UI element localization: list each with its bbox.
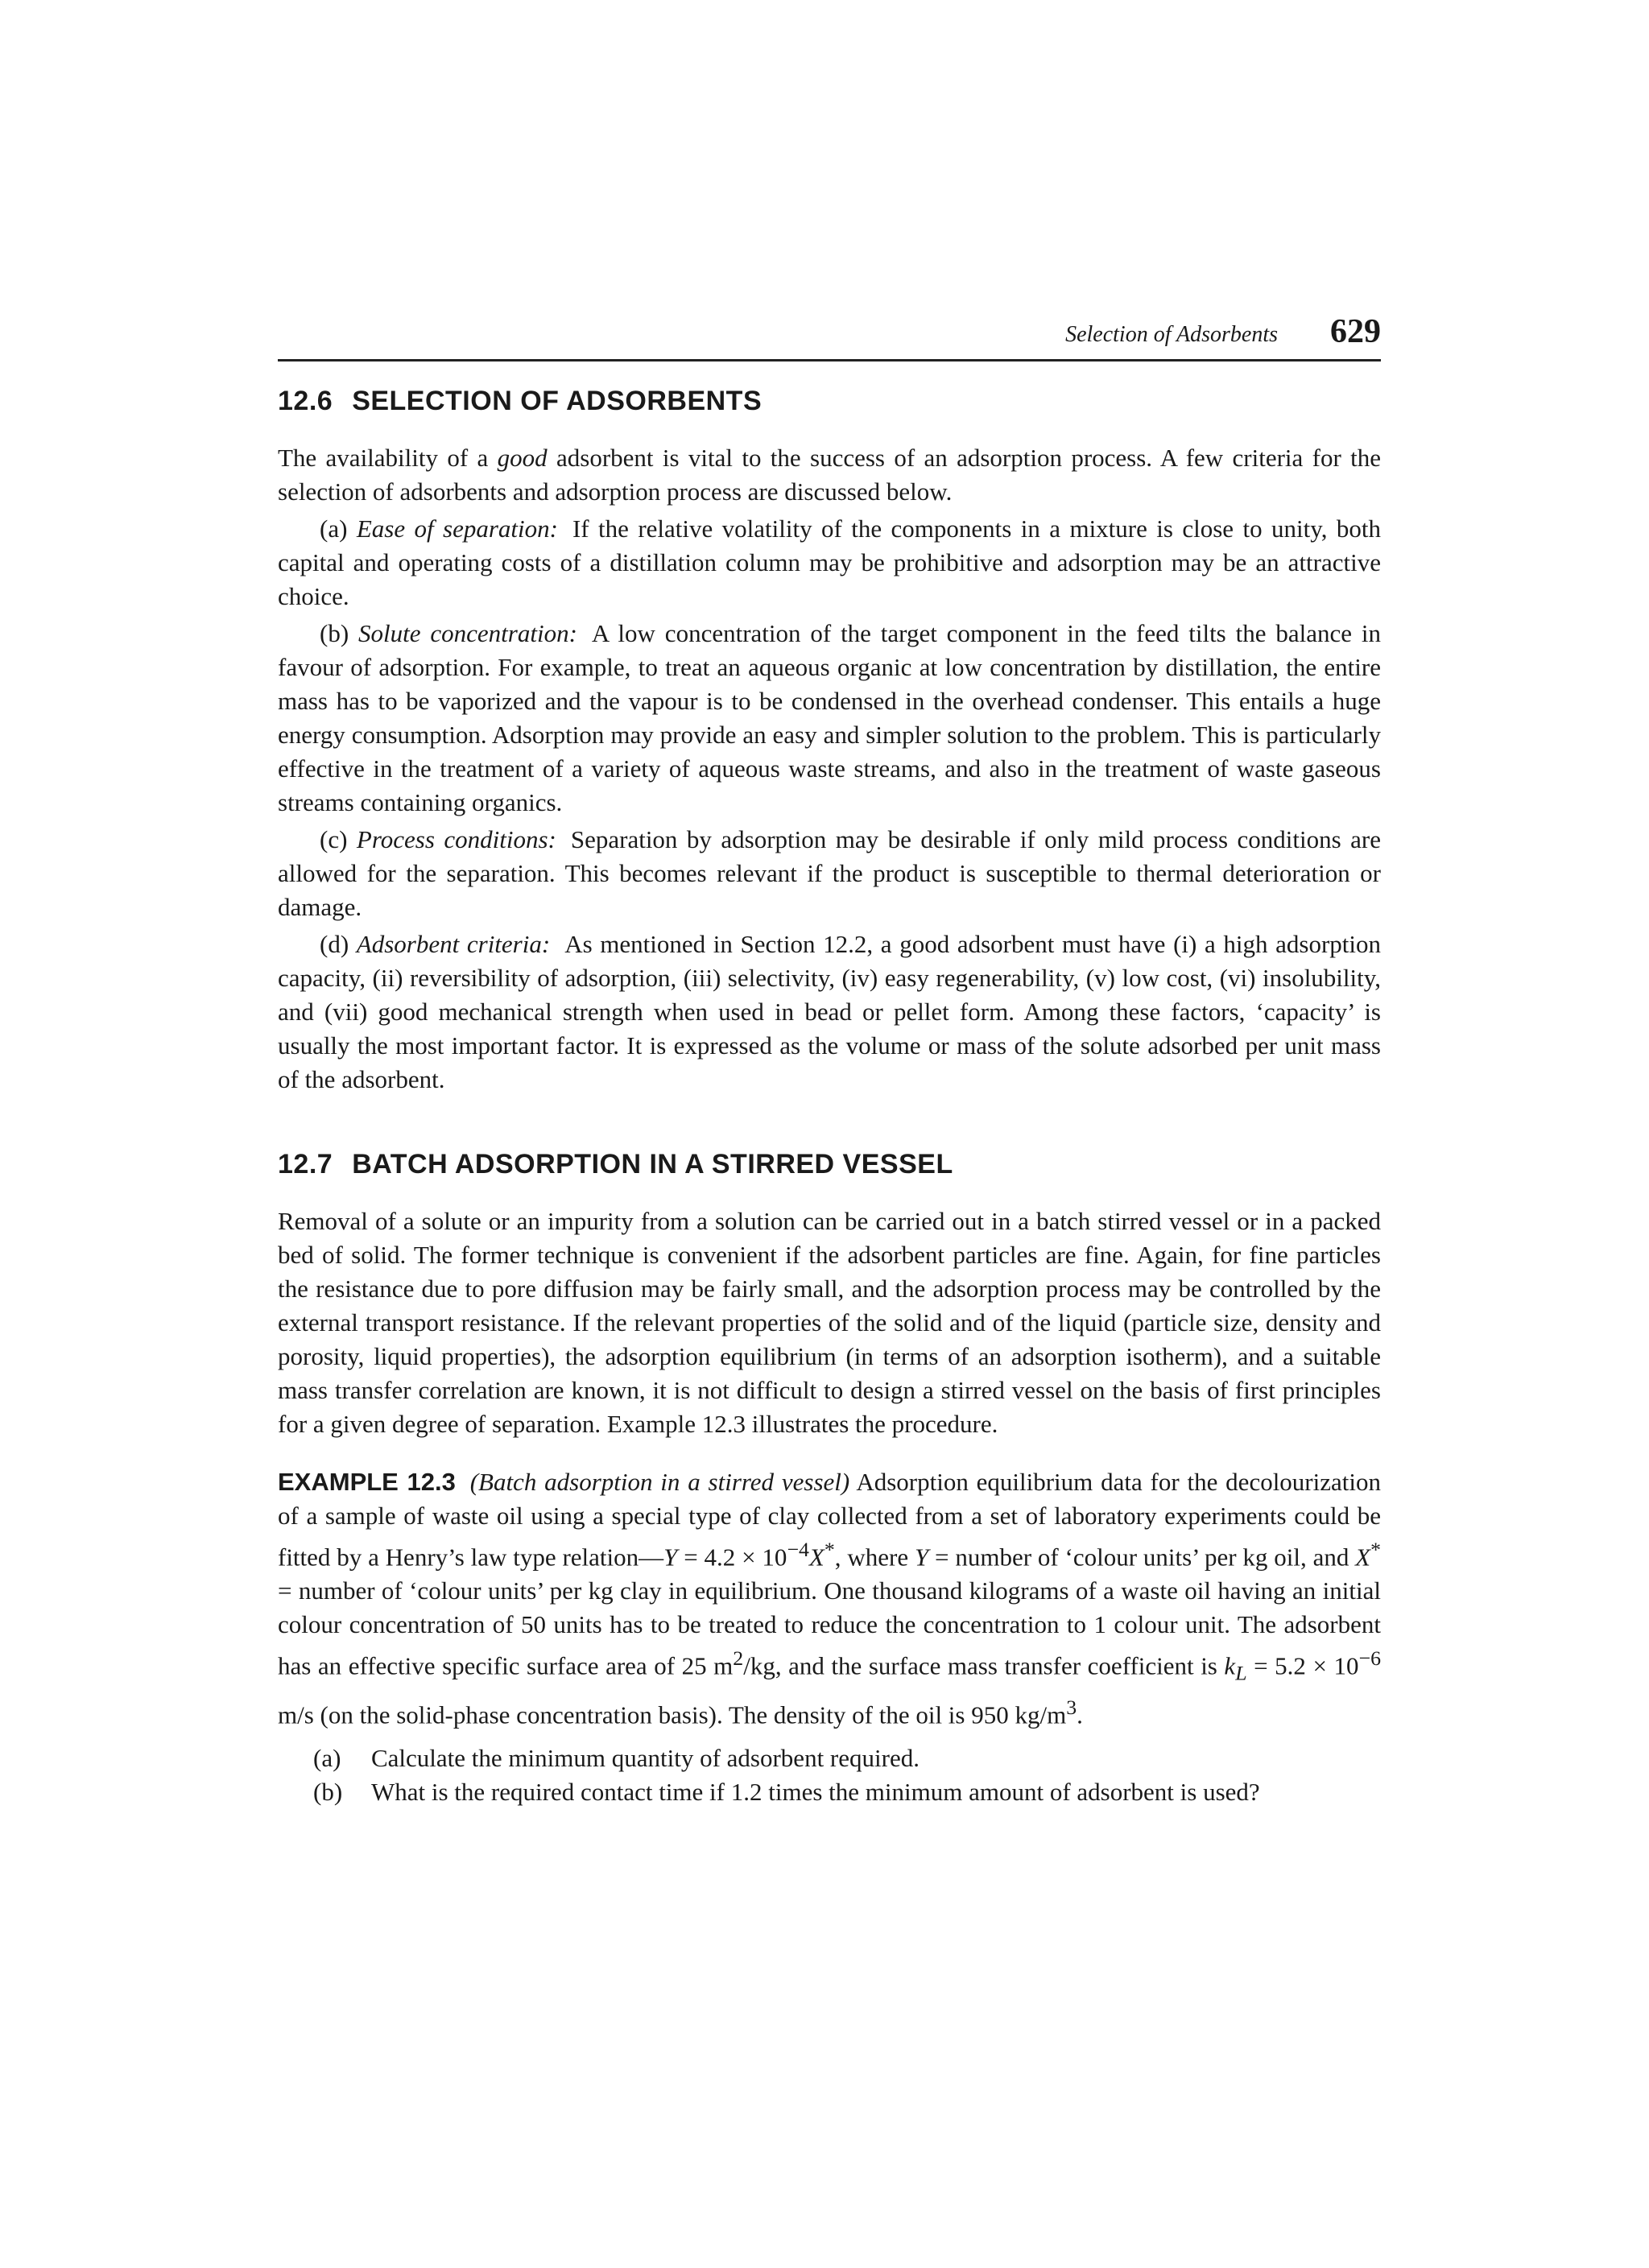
criterion-paragraph-a bbox=[278, 512, 1381, 613]
section-number: 12.6 bbox=[278, 386, 333, 416]
question-label: (a) bbox=[313, 1744, 341, 1773]
section-title: SELECTION OF ADSORBENTS bbox=[352, 386, 763, 416]
section-number: 12.7 bbox=[278, 1149, 333, 1179]
section-intro-paragraph: The availability of a good adsorbent is vital to the success of an adsorption process. A few criteria for the selection of adsorbents and adsorption process are discussed below. bbox=[278, 444, 1382, 506]
running-title: Selection of Adsorbents bbox=[1065, 322, 1278, 347]
page-content bbox=[278, 383, 1381, 1809]
criterion-label: (c) bbox=[320, 825, 348, 853]
criterion-title: Solute concentration: bbox=[358, 619, 577, 647]
section-paragraph: Removal of a solute or an impurity from a solution can be carried out in a batch stirred vessel or in a packed bed of solid. The former technique is convenient if the adsorbent particles are fine. Again, for fine particles the resistance due to pore diffusion may be fairly small, and the adsorption process may be controlled by the external transport resistance. If the relevant properties of the solid and of the liquid (particle size, density and porosity, liquid properties), the adsorption equilibrium (in terms of an adsorption isotherm), and a suitable mass transfer correlation are known, it is not difficult to design a stirred vessel on the basis of first principles for a given degree of separation. Example 12.3 illustrates the procedure. bbox=[278, 1207, 1381, 1438]
example-title: (Batch adsorption in a stirred vessel) bbox=[469, 1468, 850, 1496]
question-item bbox=[313, 1775, 1381, 1809]
emphasis-good: good bbox=[497, 444, 548, 472]
question-text: Calculate the minimum quantity of adsorbent required. bbox=[371, 1744, 920, 1773]
example-12-3: EXAMPLE 12.3 (Batch adsorption in a stirred vessel) Adsorption equilibrium data for the decolourization of a sample of waste oil using a special type of clay collected from a set of laboratory experiments could be fitted by a Henry’s law type relation—Y = $4.2 \times 10^{-4}X^*$, where Y = number of ‘colour units’ per kg oil, and X* = number of ‘colour units’ per kg clay in equilibrium. One thousand kilograms of a waste oil having an initial colour concentration of 50 units has to be treated to reduce the concentration to 1 colour unit. The adsorbent has an effective specific surface area of 25 $m^2/kg$, and the surface mass transfer coefficient is $k_L = 5.2 \times 10^{-6}$ m/s (on the solid-phase concentration basis). The density of the oil is 950 $kg/m^3$. bbox=[278, 1468, 1382, 1729]
example-label: EXAMPLE 12.3 bbox=[278, 1468, 456, 1496]
criterion-text: If the relative volatility of the components in a mixture is close to unity, both capital and operating costs of a distillation column may be prohibitive and adsorption may be an attractive choice. bbox=[278, 514, 1381, 610]
section-title: BATCH ADSORPTION IN A STIRRED VESSEL bbox=[352, 1149, 953, 1179]
criterion-text: As mentioned in Section 12.2, a good adsorbent must have (i) a high adsorption capacity, (ii) reversibility of adsorption, (iii) selectivity, (iv) easy regenerability, (v) low cost, (vi) insolubility, and (vii) good mechanical strength when used in bead or pellet form. Among these factors, ‘capacity’ is usually the most important factor. It is expressed as the volume or mass of the solute adsorbed per unit mass of the adsorbent. bbox=[278, 930, 1381, 1093]
criterion-title: Ease of separation: bbox=[356, 514, 558, 543]
question-label: (b) bbox=[313, 1778, 343, 1807]
criterion-title: Adsorbent criteria: bbox=[356, 930, 551, 958]
criterion-paragraph-c bbox=[278, 823, 1381, 924]
criterion-label: (b) bbox=[320, 619, 349, 647]
example-questions bbox=[278, 1741, 1381, 1809]
section-heading-12-7 bbox=[278, 1146, 1381, 1182]
criterion-text: Separation by adsorption may be desirable if only mild process conditions are allowed for the separation. This becomes relevant if the product is susceptible to thermal deterioration or damage. bbox=[278, 825, 1381, 921]
question-item bbox=[313, 1741, 1381, 1775]
page-number: 629 bbox=[1330, 313, 1381, 350]
criterion-text: A low concentration of the target component in the feed tilts the balance in favour of adsorption. For example, to treat an aqueous organic at low concentration by distillation, the entire mass has to be vaporized and the vapour is to be condensed in the overhead condenser. This entails a huge energy consumption. Adsorption may provide an easy and simpler solution to the problem. This is particularly effective in the treatment of a variety of aqueous waste streams, and also in the treatment of waste gaseous streams containing organics. bbox=[278, 619, 1381, 816]
criterion-label: (a) bbox=[320, 514, 348, 543]
question-text: What is the required contact time if 1.2 times the minimum amount of adsorbent is used? bbox=[371, 1778, 1260, 1807]
page-header bbox=[278, 313, 1381, 361]
criterion-label: (d) bbox=[320, 930, 349, 958]
criterion-paragraph-d bbox=[278, 927, 1381, 1097]
criterion-title: Process conditions: bbox=[356, 825, 556, 853]
section-heading-12-6 bbox=[278, 383, 1381, 419]
criterion-paragraph-b bbox=[278, 617, 1381, 820]
